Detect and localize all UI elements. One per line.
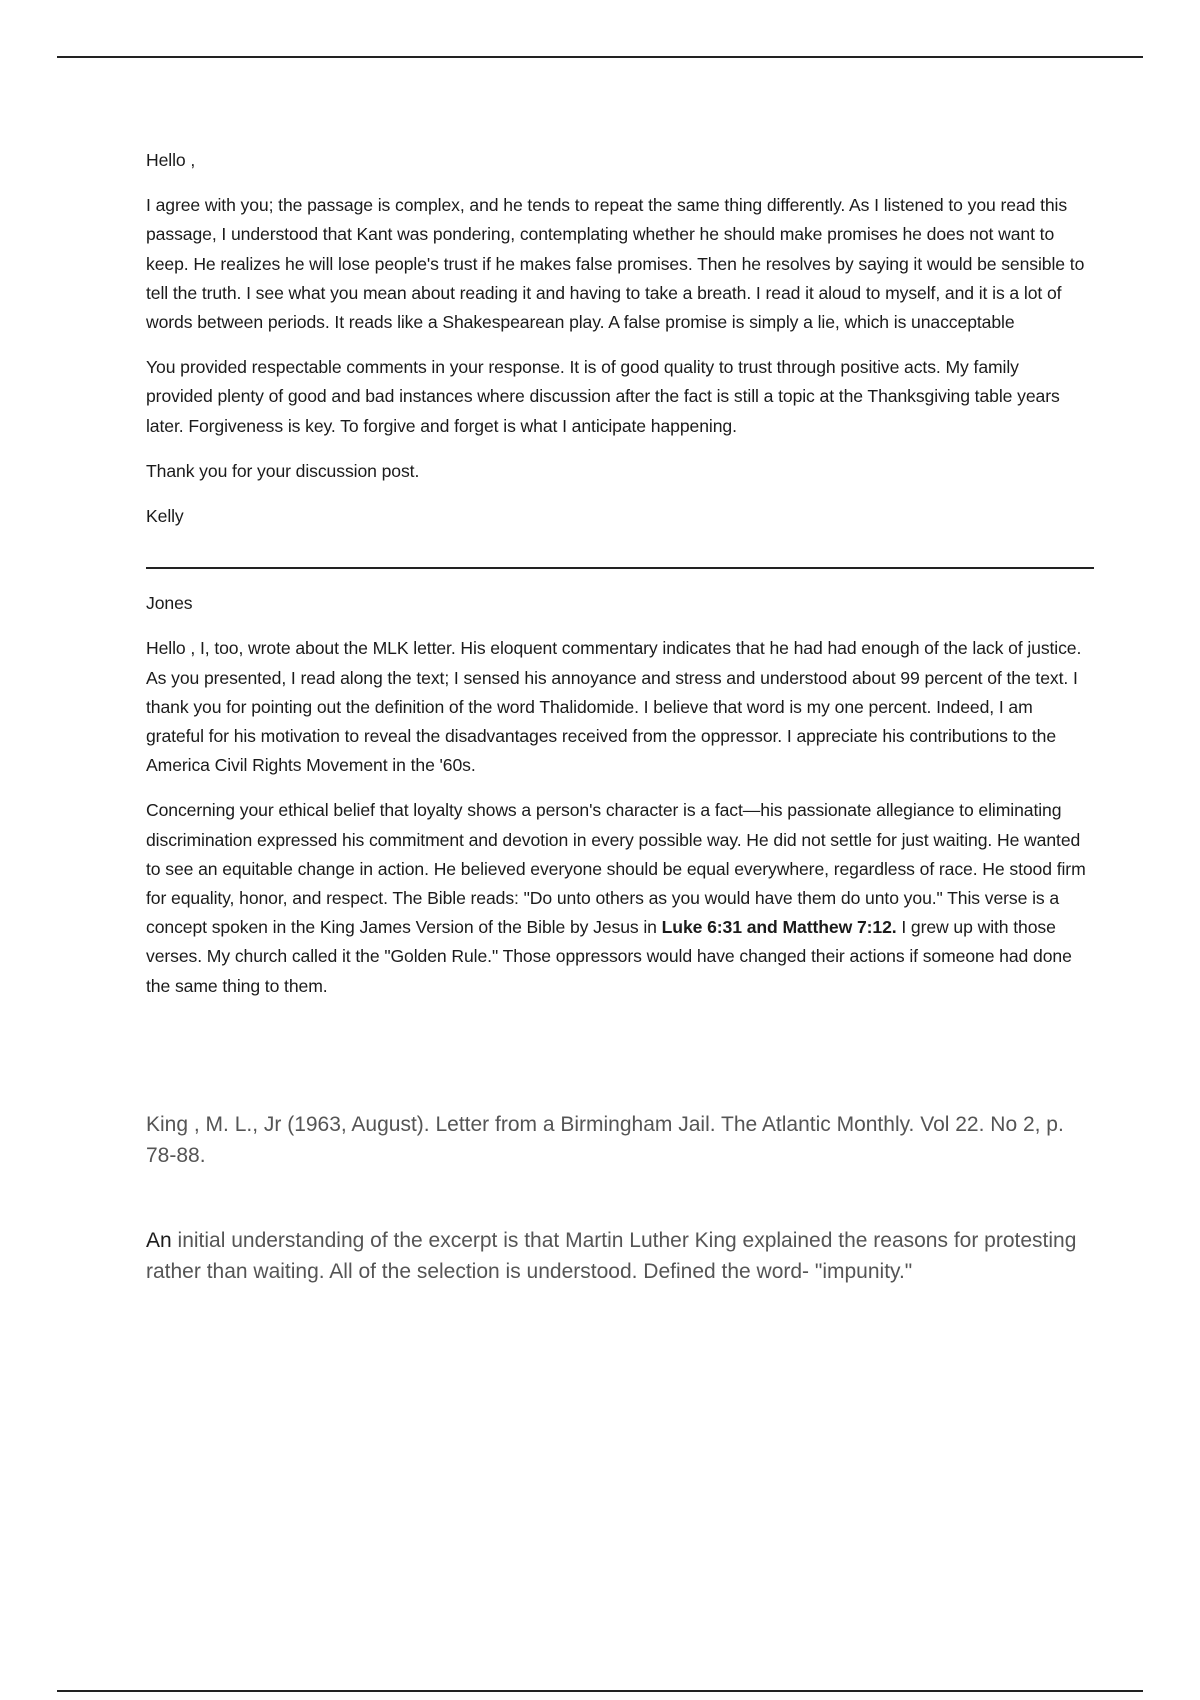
document-body (146, 146, 1086, 1287)
greeting: Hello , (146, 150, 196, 170)
closing-lead-word: An (146, 1228, 172, 1252)
trust-paragraph: You provided respectable comments in your response. It is of good quality to trust through positive acts. My family provided plenty of good and bad instances where discussion after the fact is still a topic at the Thanksgiving table years later. Forgiveness is key. To forgive and forget is what I anticipate happening. (146, 357, 1060, 436)
loyalty-paragraph (146, 796, 1086, 1000)
reply-author-name: Jones (146, 593, 193, 614)
bottom-horizontal-rule (57, 1690, 1143, 1692)
closing-text: initial understanding of the excerpt is that Martin Luther King explained the reasons for protesting rather than waiting. All of the selection is understood. Defined the word- "impunity." (146, 1228, 1077, 1283)
kant-paragraph: I agree with you; the passage is complex, and he tends to repeat the same thing differently. As I listened to you read this passage, I understood that Kant was pondering, contemplating whether he should make promises he does not want to keep. He realizes he will lose people's trust if he makes false promises. Then he resolves by saying it would be sensible to tell the truth. I see what you mean about reading it and having to take a breath. I read it aloud to myself, and it is a lot of words between periods. It reads like a Shakespearean play. A false promise is simply a lie, which is unacceptable (146, 195, 1085, 333)
mlk-paragraph: Hello , I, too, wrote about the MLK letter. His eloquent commentary indicates that he had had enough of the lack of justice. As you presented, I read along the text; I sensed his annoyance and stress and understood about 99 percent of the text. I thank you for pointing out the definition of the word Thalidomide. I believe that word is my one percent. Indeed, I am grateful for his motivation to reveal the disadvantages received from the oppressor. I appreciate his contributions to the America Civil Rights Movement in the '60s. (146, 638, 1082, 776)
section-divider (146, 567, 1094, 569)
citation: King , M. L., Jr (1963, August). Letter from a Birmingham Jail. The Atlantic Monthly. Vol 22. No 2, p. 78-88. (146, 1112, 1064, 1167)
loyalty-text-end: I grew up with those verses. My church called it the "Golden Rule." Those oppressors would have changed their actions if someone had done the same thing to them. (146, 917, 1072, 996)
blank-space (146, 1017, 1086, 1109)
top-horizontal-rule (57, 56, 1143, 58)
bible-verse-reference: Luke 6:31 and Matthew 7:12. (661, 917, 897, 938)
loyalty-text-start: Concerning your ethical belief that loyalty shows a person's character is a fact—his passionate allegiance to eliminating discrimination expressed his commitment and devotion in every possible way. He did not settle for just waiting. He wanted to see an equitable change in action. He believed everyone should be equal everywhere, regardless of race. He stood firm for equality, honor, and respect. The Bible reads: "Do unto others as you would have them do unto you." This verse is a concept spoken in the King James Version of the Bible by Jesus in (146, 800, 1086, 938)
thanks-line: Thank you for your discussion post. (146, 460, 420, 481)
closing-note (146, 1225, 1086, 1287)
signature-kelly: Kelly (146, 506, 184, 527)
